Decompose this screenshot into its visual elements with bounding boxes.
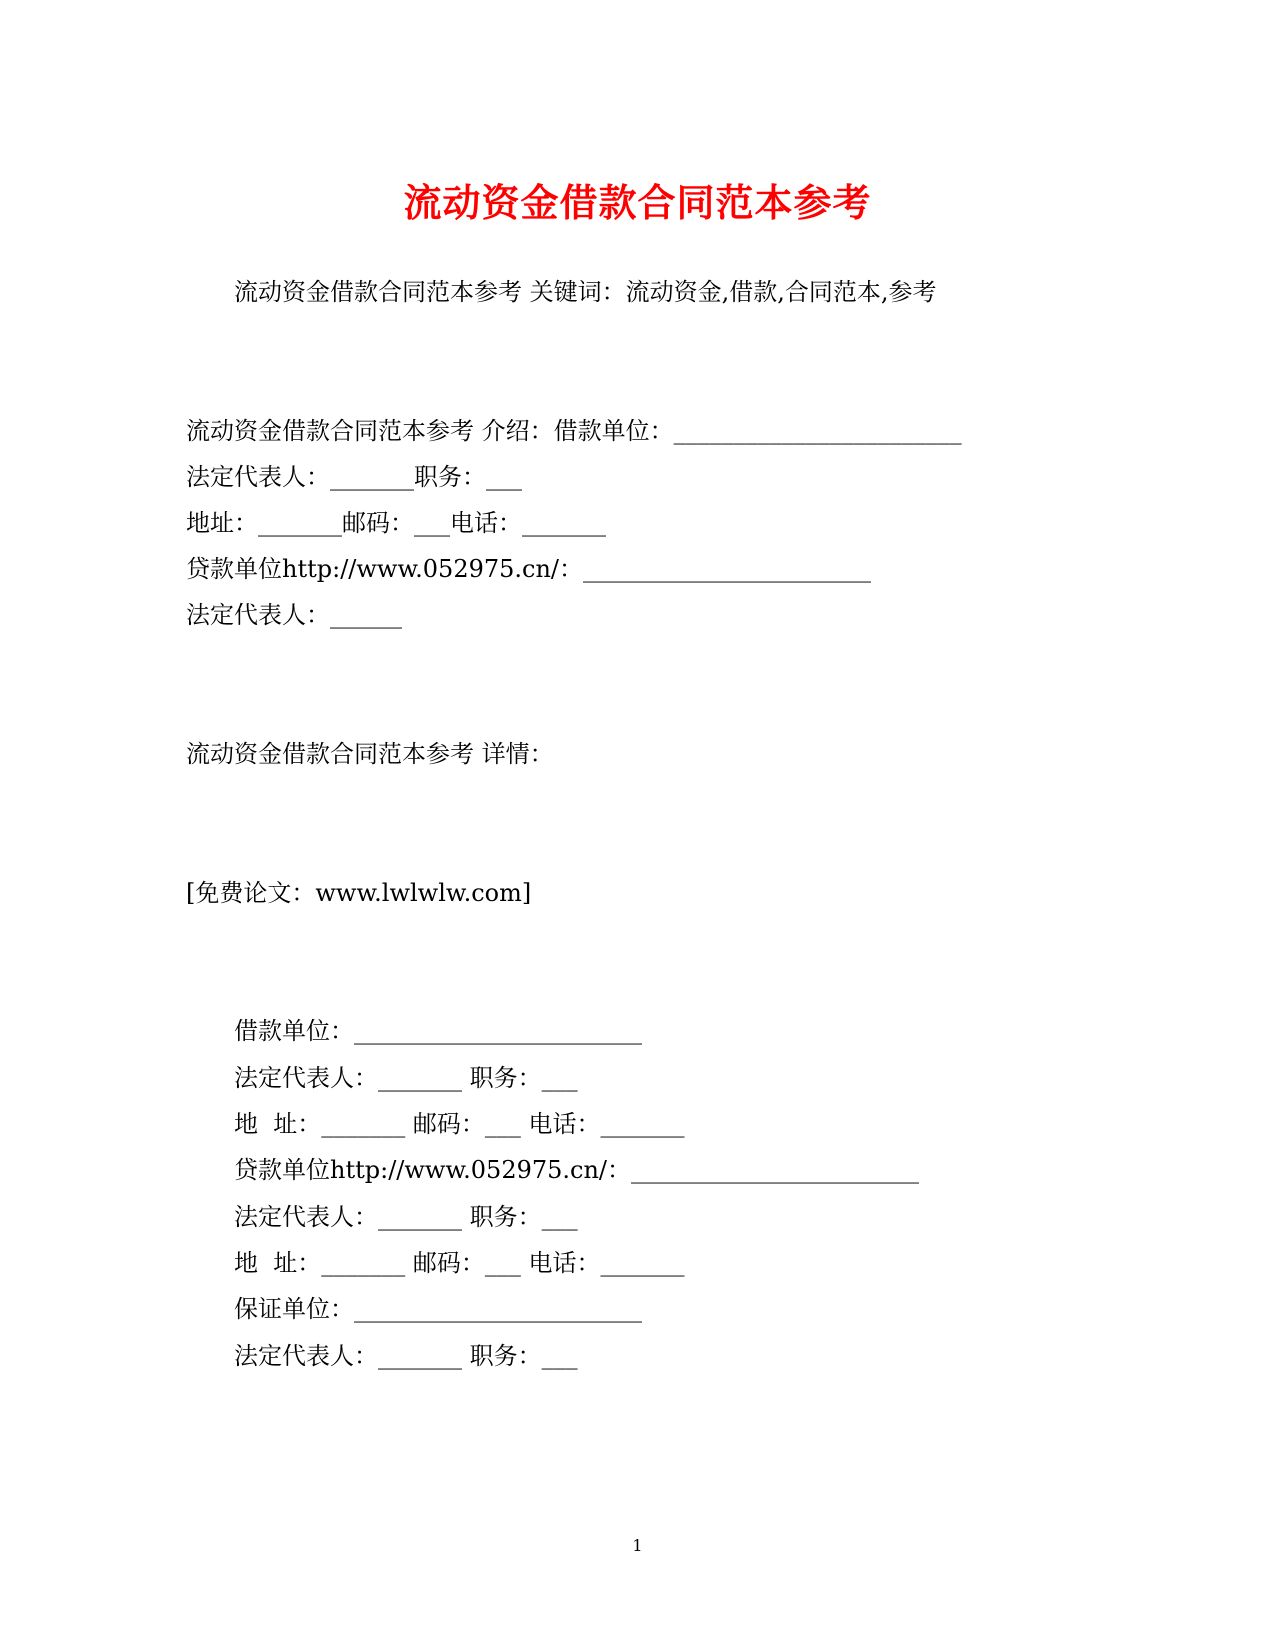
- page-number: 1: [632, 1536, 643, 1555]
- keywords-line: 流动资金借款合同范本参考 关键词：流动资金,借款,合同范本,参考: [234, 278, 937, 306]
- body-line-lender: 贷款单位http://www.052975.cn/：________________________: [234, 1156, 920, 1184]
- intro-line-lender-representative: 法定代表人：______: [186, 601, 402, 629]
- document-title: 流动资金借款合同范本参考: [403, 180, 872, 225]
- body-line-guarantor: 保证单位：________________________: [234, 1295, 642, 1323]
- body-line-guarantor-representative: 法定代表人：_______ 职务：___: [234, 1342, 578, 1370]
- body-line-borrower: 借款单位：________________________: [234, 1017, 642, 1045]
- intro-line-address: 地址：_______邮码：___电话：_______: [186, 509, 606, 537]
- intro-line-representative: 法定代表人：_______职务：___: [186, 463, 522, 491]
- source-note: [免费论文：www.lwlwlw.com]: [186, 879, 532, 907]
- body-line-borrower-representative: 法定代表人：_______ 职务：___: [234, 1064, 578, 1092]
- intro-line-borrower: 流动资金借款合同范本参考 介绍：借款单位：________________________: [186, 417, 962, 445]
- body-line-lender-representative: 法定代表人：_______ 职务：___: [234, 1203, 578, 1231]
- details-heading: 流动资金借款合同范本参考 详情：: [186, 740, 554, 768]
- body-line-borrower-address: 地 址：_______ 邮码：___ 电话：_______: [234, 1110, 685, 1138]
- intro-line-lender: 贷款单位http://www.052975.cn/：________________________: [186, 555, 872, 583]
- body-line-lender-address: 地 址：_______ 邮码：___ 电话：_______: [234, 1249, 685, 1277]
